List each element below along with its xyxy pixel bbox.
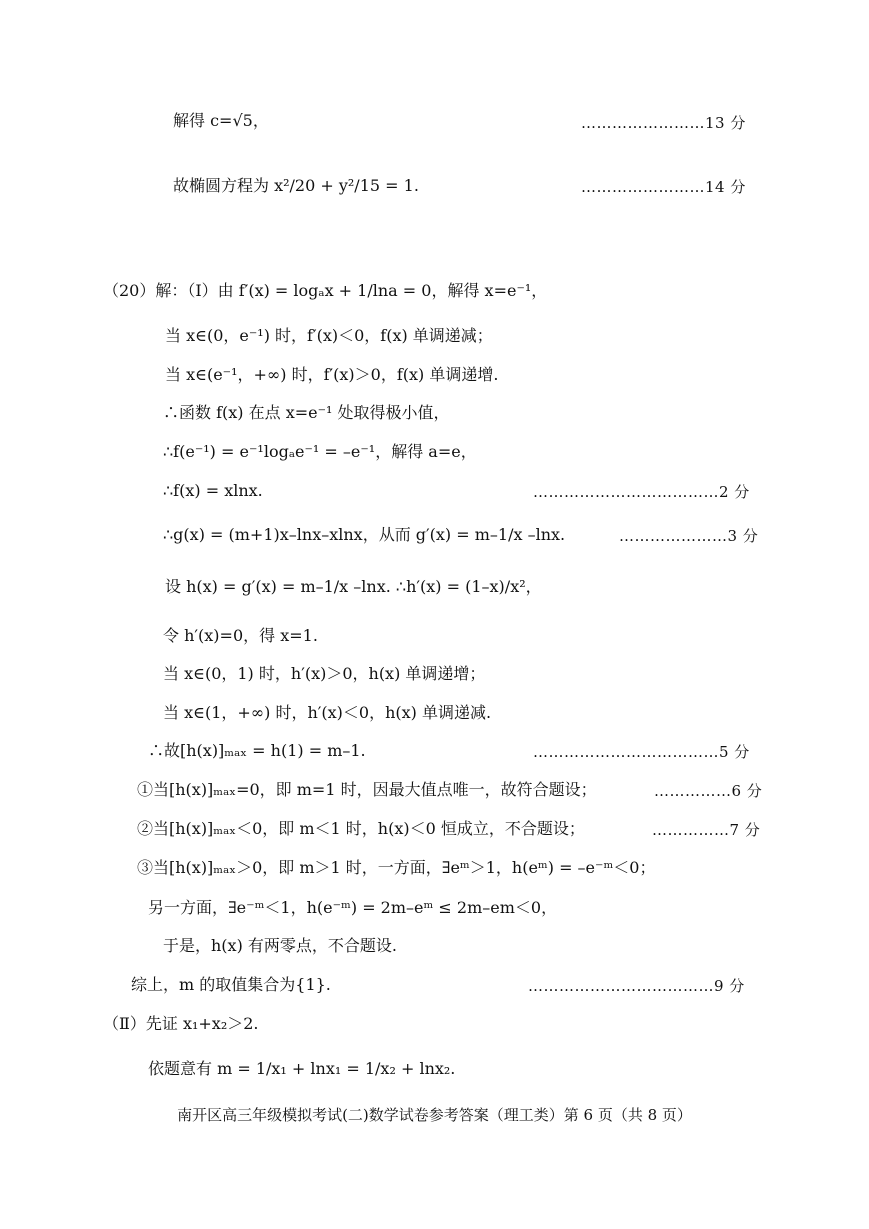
text-line: ①当[h(x)]ₘₐₓ=0，即 m=1 时，因最大值点唯一，故符合题设；: [137, 780, 597, 799]
text-line: （20）解：（Ⅰ）由 f′(x) = logₐx + 1/lna = 0，解得 x=e⁻¹，: [103, 281, 548, 300]
text-line: 当 x∈(1，+∞) 时，h′(x)＜0，h(x) 单调递减.: [163, 703, 492, 722]
text-line: 解得 c=√5，: [173, 111, 269, 130]
score-marker: ……………………13 分: [581, 114, 746, 132]
text-line: ③当[h(x)]ₘₐₓ＞0，即 m＞1 时，一方面，∃eᵐ＞1，h(eᵐ) = –e⁻ᵐ＜0；: [137, 858, 656, 877]
text-line: 故椭圆方程为 x²/20 + y²/15 = 1.: [173, 176, 419, 195]
score-marker: ……………………14 分: [581, 178, 746, 196]
text-line: 当 x∈(e⁻¹，+∞) 时，f′(x)＞0，f(x) 单调递增.: [165, 365, 499, 384]
text-line: ∴故[h(x)]ₘₐₓ = h(1) = m–1.: [148, 741, 366, 760]
score-marker: ………………………………2 分: [533, 483, 750, 501]
score-marker: ………………………………5 分: [533, 743, 750, 761]
text-line: 当 x∈(0，e⁻¹) 时，f′(x)＜0，f(x) 单调递减；: [165, 326, 493, 345]
text-line: 设 h(x) = g′(x) = m–1/x –lnx. ∴h′(x) = (1–x)/x²，: [165, 577, 542, 596]
text-line: ∴g(x) = (m+1)x–lnx–xlnx，从而 g′(x) = m–1/x –lnx.: [163, 525, 566, 544]
text-line: 令 h′(x)=0，得 x=1.: [163, 626, 318, 645]
text-line: 于是，h(x) 有两零点，不合题设.: [163, 936, 397, 955]
score-marker: …………………3 分: [619, 527, 759, 545]
text-line: （Ⅱ）先证 x₁+x₂＞2.: [103, 1014, 259, 1033]
text-line: 另一方面，∃e⁻ᵐ＜1，h(e⁻ᵐ) = 2m–eᵐ ≤ 2m–em＜0，: [148, 898, 558, 917]
score-marker: ………………………………9 分: [528, 977, 745, 995]
text-line: ②当[h(x)]ₘₐₓ＜0，即 m＜1 时，h(x)＜0 恒成立，不合题设；: [137, 819, 585, 838]
text-line: ∴f(x) = xlnx.: [163, 481, 263, 500]
score-marker: ……………7 分: [652, 821, 761, 839]
text-line: 综上，m 的取值集合为{1}.: [131, 975, 331, 994]
text-line: 当 x∈(0，1) 时，h′(x)＞0，h(x) 单调递增；: [163, 664, 486, 683]
text-line: ∴f(e⁻¹) = e⁻¹logₐe⁻¹ = –e⁻¹，解得 a=e，: [163, 442, 477, 461]
text-line: 依题意有 m = 1/x₁ + lnx₁ = 1/x₂ + lnx₂.: [148, 1059, 456, 1078]
score-marker: ……………6 分: [654, 782, 763, 800]
text-line: ∴函数 f(x) 在点 x=e⁻¹ 处取得极小值，: [163, 403, 450, 422]
page-footer: 南开区高三年级模拟考试(二)数学试卷参考答案（理工类）第 6 页（共 8 页）: [177, 1106, 692, 1124]
